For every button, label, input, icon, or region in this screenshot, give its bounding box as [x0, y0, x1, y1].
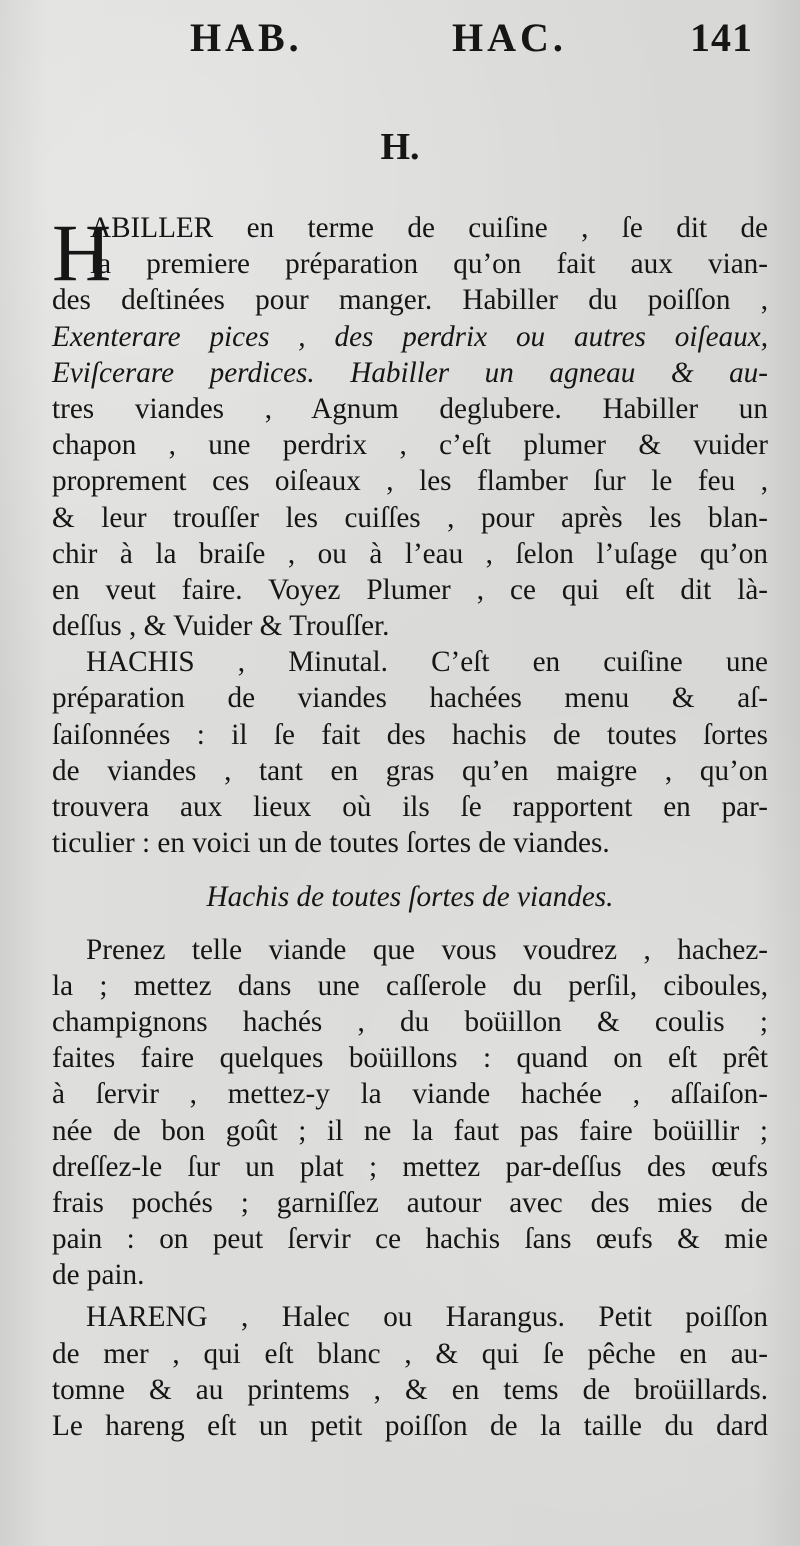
text-line: à ſervir , mettez-y la viande hachée , aſſaiſon- [52, 1078, 768, 1111]
text-line: champignons hachés , du boüillon & coulis ; [52, 1005, 768, 1038]
text-line: pain : on peut ſervir ce hachis ſans œufs & mie [52, 1223, 768, 1256]
text-line: Prenez telle viande que vous voudrez , hachez- [86, 933, 768, 966]
page-number: 141 [690, 15, 753, 60]
text-line: HACHIS , Minutal. C’eſt en cuiſine une [86, 646, 768, 679]
text-line: en veut faire. Voyez Plumer , ce qui eſt dit là- [52, 573, 768, 606]
text-line: la premiere préparation qu’on fait aux vian- [90, 248, 768, 281]
recipe-subheading: Hachis de toutes ſortes de viandes. [206, 881, 614, 914]
text-line: ABILLER en terme de cuiſine , ſe dit de [90, 212, 768, 244]
text-line: & leur trouſſer les cuiſſes , pour après les blan- [52, 501, 768, 534]
text-line: proprement ces oiſeaux , les flamber ſur le feu , [52, 465, 768, 498]
header-middle: HAC. [452, 15, 567, 60]
text-line: ticulier : en voici un de toutes ſortes de viandes. [52, 827, 610, 860]
text-line: deſſus , & Vuider & Trouſſer. [52, 610, 390, 643]
text-line: la ; mettez dans une caſſerole du perſil, ciboules, [52, 969, 768, 1002]
text-line: Eviſcerare perdices. Habiller un agneau & au- [52, 356, 768, 389]
text-line: de mer , qui eſt blanc , & qui ſe pêche en au- [52, 1337, 768, 1370]
section-letter: H. [380, 126, 420, 168]
text-line: ſaiſonnées : il ſe fait des hachis de toutes ſortes [52, 718, 768, 751]
text-line: frais pochés ; garniſſez autour avec des mies de [52, 1186, 768, 1219]
running-header [0, 14, 800, 78]
text-line: chapon , une perdrix , c’eſt plumer & vuider [52, 429, 768, 462]
text-line: préparation de viandes hachées menu & aſ- [52, 682, 768, 715]
text-line: HARENG , Halec ou Harangus. Petit poiſſon [86, 1301, 768, 1334]
text-line: de pain. [52, 1259, 145, 1292]
text-line: née de bon goût ; il ne la faut pas faire boüillir ; [52, 1114, 768, 1147]
text-line: chir à la braiſe , ou à l’eau , ſelon l’uſage qu’on [52, 537, 768, 570]
dropcap-h: H [52, 207, 112, 298]
paragraph-recipe [52, 932, 768, 1294]
text-line: faites faire quelques boüillons : quand on eſt prêt [52, 1042, 768, 1075]
paragraph-hareng [52, 1299, 768, 1444]
text-line: dreſſez-le ſur un plat ; mettez par-deſſus des œufs [52, 1150, 768, 1183]
text-line: tres viandes , Agnum deglubere. Habiller un [52, 392, 768, 425]
text-line: des deſtinées pour manger. Habiller du poiſſon , [52, 284, 768, 317]
header-left: HAB. [190, 15, 303, 60]
text-line: trouvera aux lieux où ils ſe rapportent en par- [52, 791, 768, 823]
text-line: Exenterare pices , des perdrix ou autres oiſeaux, [52, 320, 768, 353]
page-content [52, 207, 768, 1444]
paragraph-habiller [52, 207, 768, 644]
paragraph-hachis [52, 644, 768, 861]
text-line: Le hareng eſt un petit poiſſon de la taille du dard [52, 1410, 768, 1443]
text-line: tomne & au printems , & en tems de broüillards. [52, 1373, 768, 1406]
text-line: de viandes , tant en gras qu’en maigre , qu’on [52, 754, 768, 787]
